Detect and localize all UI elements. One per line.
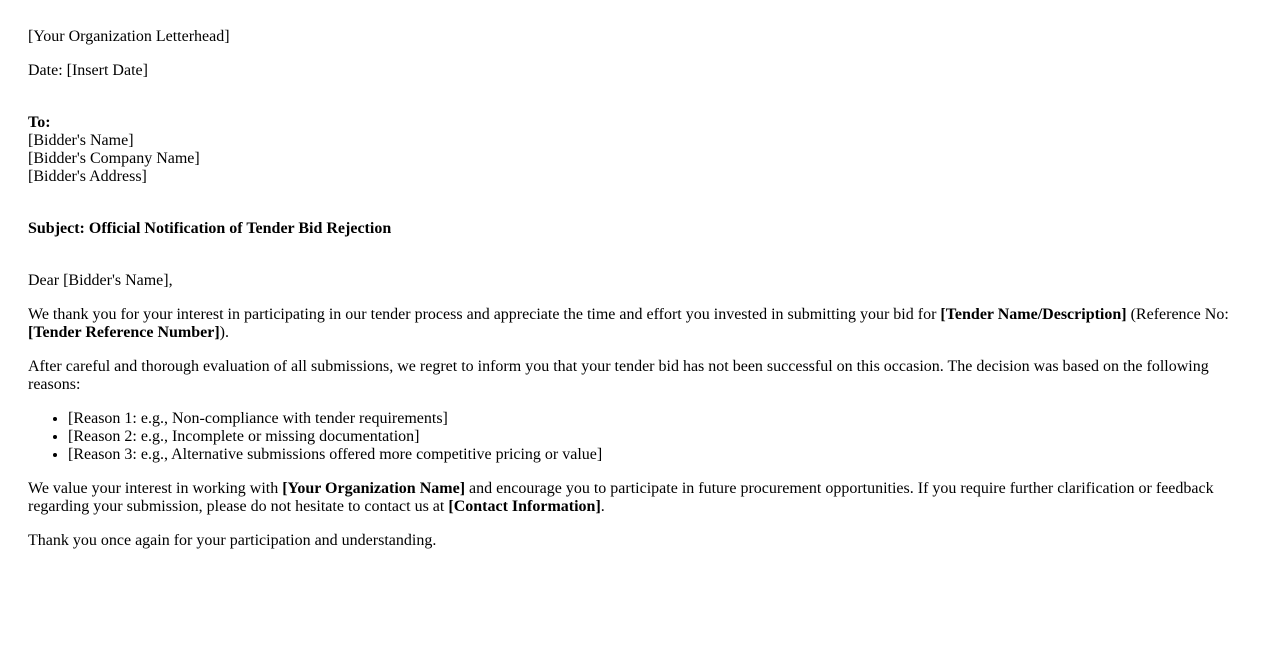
recipient-company: [Bidder's Company Name] [28,150,200,167]
date-line: Date: [Insert Date] [28,62,148,79]
recipient-address: [Bidder's Address] [28,168,147,185]
future-opportunity-paragraph [28,480,1250,516]
spacer [28,202,1250,220]
spacer [28,254,1250,272]
list-item: • [Reason 3: e.g., Alternative submissions offered more competitive pricing or value] [68,446,1250,464]
intro-paragraph [28,306,1250,342]
list-item: • [Reason 2: e.g., Incomplete or missing documentation] [68,428,1250,446]
recipient-block [28,114,1250,186]
reasons-list [28,410,1250,464]
to-label: To: [28,114,51,131]
closing-paragraph: Thank you once again for your participation and understanding. [28,532,437,549]
tender-name-placeholder: [Tender Name/Description] [940,306,1127,323]
list-item: • [Reason 1: e.g., Non-compliance with tender requirements] [68,410,1250,428]
organization-name-placeholder: [Your Organization Name] [282,480,466,497]
future-text-start: We value your interest in working with [28,480,283,497]
subject-line: Subject: Official Notification of Tender Bid Rejection [28,220,392,237]
intro-text-middle: (Reference No: [1126,306,1229,323]
letterhead: [Your Organization Letterhead] [28,28,230,45]
future-text-end: . [600,498,605,515]
salutation: Dear [Bidder's Name], [28,272,173,289]
intro-text-end: ). [219,324,229,341]
contact-information-placeholder: [Contact Information] [448,498,601,515]
tender-reference-placeholder: [Tender Reference Number] [28,324,220,341]
recipient-name: [Bidder's Name] [28,132,134,149]
future-text-middle: and encourage you to participate in future procurement opportunities. If you require further clarification or feedback regarding your submission, please do not hesitate to contact us at [28,480,1214,515]
evaluation-paragraph: After careful and thorough evaluation of all submissions, we regret to inform you that your tender bid has not been successful on this occasion. The decision was based on the following reasons: [28,358,1209,393]
spacer [28,96,1250,114]
intro-text-start: We thank you for your interest in participating in our tender process and appreciate the time and effort you invested in submitting your bid for [28,306,941,323]
letter-document [28,28,1250,550]
